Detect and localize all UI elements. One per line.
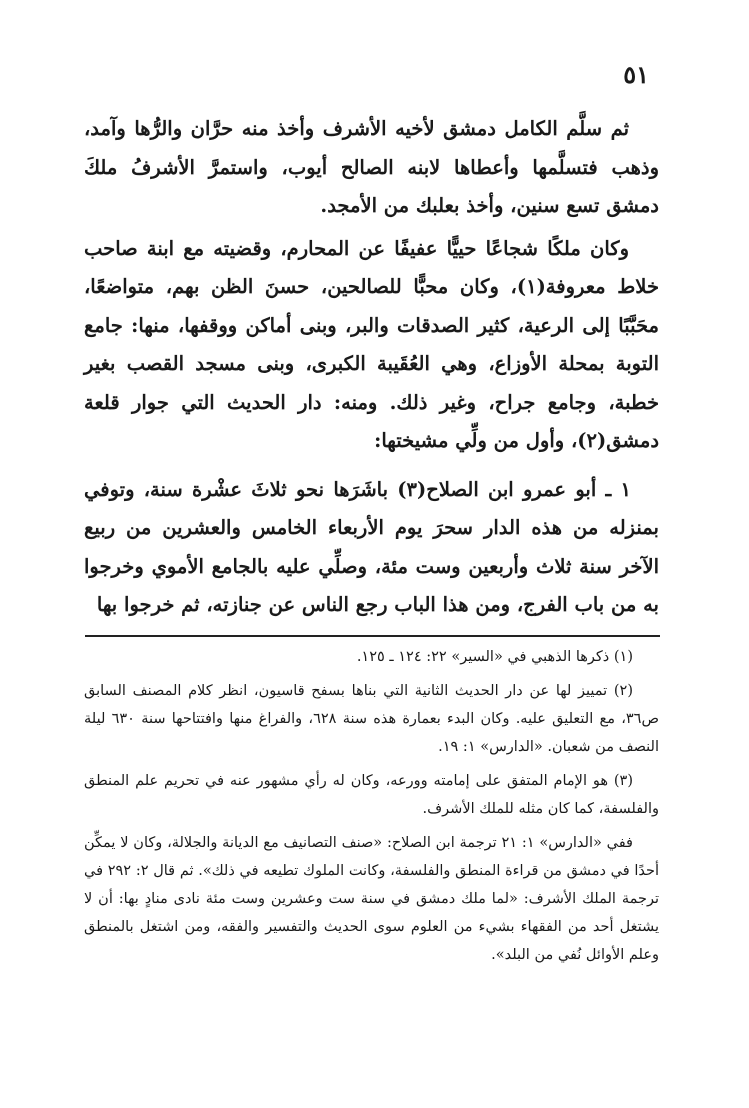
paragraph-3: ١ ـ أبو عمرو ابن الصلاح(٣) باشَرَها نحو ثلاثَ عشْرة سنة، وتوفي بمنزله من هذه الدار سحرَ يوم الأربعاء الخامس والعشرين من ربيع الآخر سنة ثلاث وأربعين وست مئة، وصلِّي عليه بالجامع الأموي وخرجوا به من باب الفرج، ومن هذا الباب رجع الناس عن جنازته، ثم خرجوا بها (84, 477, 659, 616)
footnote-separator (85, 635, 660, 637)
footnote-3-continuation: ففي «الدارس» ١: ٢١ ترجمة ابن الصلاح: «صنف التصانيف مع الديانة والجلالة، وكان لا يمكِّن أحدًا في دمشق من قراءة المنطق والفلسفة، وكانت الملوك تطيعه في ذلك». ثم قال ٢: ٢٩٢ في ترجمة الملك الأشرف: «لما ملك دمشق في سنة ست وعشرين وست مئة نادى منادٍ بها: أن لا يشتغل أحد من الفقهاء بشيء من العلوم سوى الحديث والتفسير والفقه، ومن اشتغل بالمنطق وعلم الأوائل نُفي من البلد». (84, 835, 659, 963)
footnotes (84, 643, 659, 969)
main-text (84, 110, 659, 625)
footnote-2: (٢) تمييز لها عن دار الحديث الثانية التي بناها بسفح قاسيون، انظر كلام المصنف السابق ص٣٦، مع التعليق عليه. وكان البدء بعمارة هذه سنة ٦٢٨، والفراغ منها وافتتاحها سنة ٦٣٠ ليلة النصف من شعبان. «الدارس» ١: ١٩. (84, 683, 659, 755)
page-number: ٥١ (623, 60, 649, 89)
footnote-1: (١) ذكرها الذهبي في «السير» ٢٢: ١٢٤ ـ ١٢٥. (356, 649, 633, 665)
footnote-3: (٣) هو الإمام المتفق على إمامته وورعه، وكان له رأي مشهور عنه في تحريم علم المنطق والفلسفة، كما كان مثله للملك الأشرف. (84, 773, 659, 817)
paragraph-2: وكان ملكًا شجاعًا حييًّا عفيفًا عن المحارم، وقضيته مع ابنة صاحب خلاط معروفة(١)، وكان محبًّا للصالحين، حسنَ الظن بهم، متواضعًا، محَبَّبًا إلى الرعية، كثير الصدقات والبر، وبنى أماكن ووقفها، منها: جامع التوبة بمحلة الأوزاع، وهي العُقَيبة الكبرى، وبنى مسجد القصب بغير خطبة، وجامع جراح، وغير ذلك. ومنه: دار الحديث التي جوار قلعة دمشق(٢)، وأول من ولِّي مشيختها: (84, 236, 660, 452)
paragraph-1: ثم سلَّم الكامل دمشق لأخيه الأشرف وأخذ منه حرَّان والرُّها وآمد، وذهب فتسلَّمها وأعطاها لابنه الصالح أيوب، واستمرَّ الأشرفُ ملكَ دمشق تسع سنين، وأخذ بعلبك من الأمجد. (84, 117, 659, 217)
